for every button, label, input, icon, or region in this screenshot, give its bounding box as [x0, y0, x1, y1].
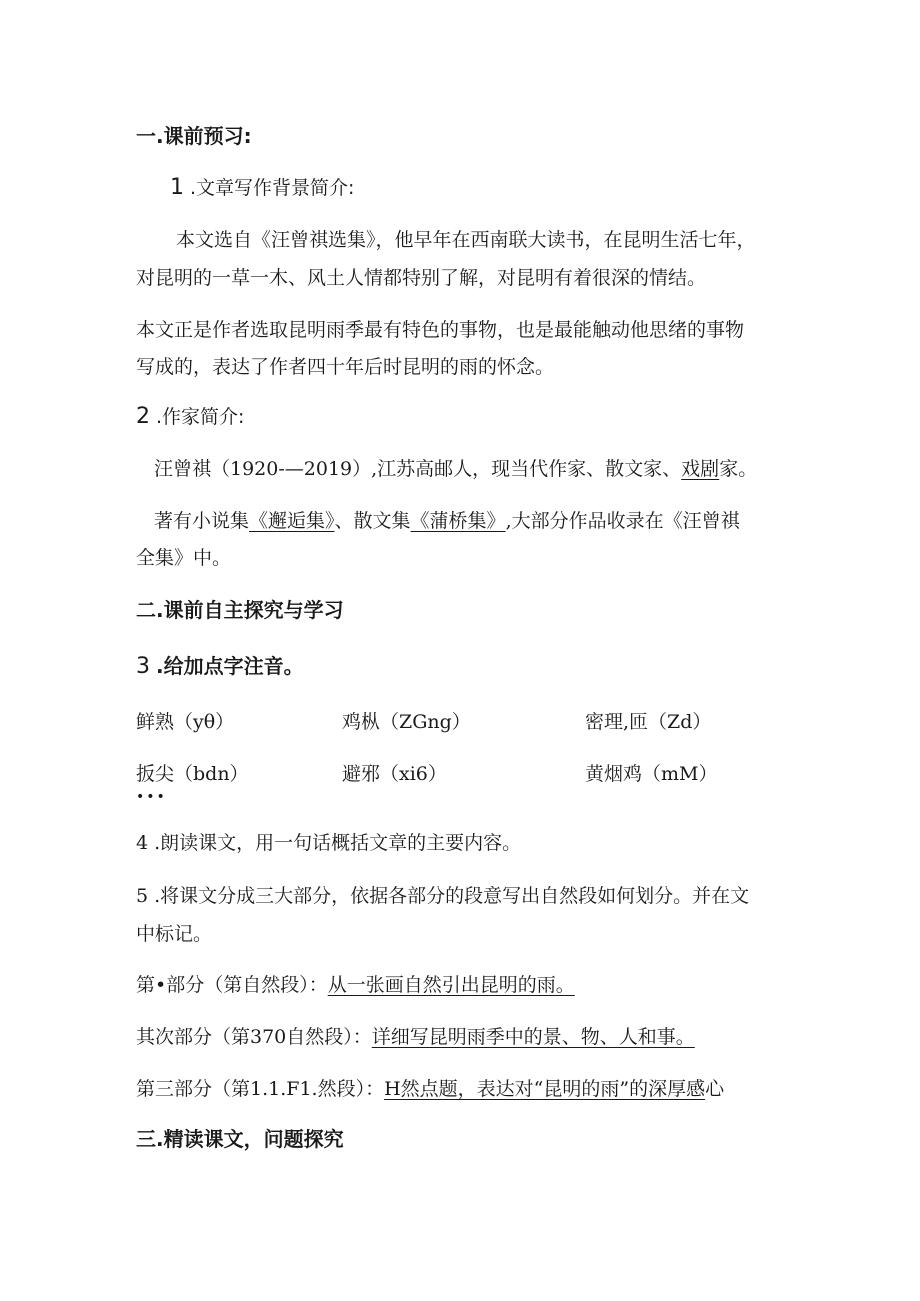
question-3-heading [136, 654, 304, 679]
works-line-2: 全集》中。 [136, 547, 232, 569]
section-1-heading: 一.课前预习: [136, 124, 252, 148]
pinyin-item: 密理,匝（Zd） [585, 711, 712, 733]
author-intro-tail: 家。 [719, 458, 758, 480]
pinyin-item: 扳尖（bdn） [136, 763, 249, 785]
works-line-1 [154, 509, 740, 533]
background-line-1: 本文选自《汪曾祺选集》，他早年在西南联大读书，在昆明生活七年， [176, 229, 756, 251]
novel-collection: 《邂逅集》 [249, 510, 335, 532]
part-2-answer: 详细写昆明雨季中的景、物、人和事。 [371, 1026, 695, 1048]
part-3-answer: H然点题，表达对“昆明的雨”的深厚感 [384, 1078, 706, 1100]
item-1-heading [170, 176, 354, 200]
essay-collection: 《蒲桥集》 [410, 510, 506, 532]
works-prefix: 著有小说集 [154, 510, 250, 532]
part-3-tail: 心 [705, 1078, 725, 1100]
part-2 [136, 1025, 695, 1049]
item-1-title: .文章写作背景简介: [190, 177, 355, 199]
part-1-label: 第•部分（第自然段）： [136, 974, 328, 996]
part-3-label: 第三部分（第1.1.F1.然段）： [136, 1078, 385, 1100]
item-2-title: .作家简介: [156, 406, 245, 428]
background-line-3: 本文正是作者选取昆明雨季最有特色的事物，也是最能触动他思绪的事物 [136, 319, 745, 341]
pinyin-item: 鸡枞（ZGng） [342, 711, 471, 733]
works-separator: 、散文集 [334, 510, 411, 532]
author-intro [154, 457, 757, 481]
pinyin-item: 鲜熟（yθ） [136, 711, 235, 733]
drama-underlined: 戏剧 [681, 458, 720, 480]
author-intro-text: 汪曾祺（1920-—2019）,江苏高邮人，现当代作家、散文家、 [154, 458, 682, 480]
question-5-line-1: 5 .将课文分成三大部分，依据各部分的段意写出自然段如何划分。并在文 [136, 885, 750, 907]
question-5-line-2: 中标记。 [136, 923, 213, 945]
part-1 [136, 973, 575, 997]
emphasis-dots: ••• [136, 789, 167, 805]
question-3-number: 3 [136, 654, 150, 679]
background-line-4: 写成的，表达了作者四十年后时昆明的雨的怀念。 [136, 356, 555, 378]
section-3-heading: 三.精读课文，问题探究 [136, 1127, 344, 1151]
part-2-label: 其次部分（第370自然段）： [136, 1026, 372, 1048]
part-3 [136, 1077, 724, 1101]
background-line-2: 对昆明的一草一木、风土人情都特别了解，对昆明有着很深的情结。 [136, 267, 707, 289]
pinyin-item: 黄烟鸡（mM） [585, 763, 718, 785]
section-2-heading: 二.课前自主探究与学习 [136, 598, 344, 622]
item-1-number: 1 [170, 175, 184, 200]
question-3-title: .给加点字注音。 [156, 654, 304, 678]
part-1-answer: 从一张画自然引出昆明的雨。 [327, 974, 575, 996]
question-4: 4 .朗读课文，用一句话概括文章的主要内容。 [136, 832, 522, 854]
works-suffix: ,大部分作品收录在《汪曾祺 [505, 510, 740, 532]
item-2-number: 2 [136, 404, 150, 429]
item-2-heading [136, 405, 244, 429]
pinyin-item: 避邪（xi6） [342, 763, 447, 785]
